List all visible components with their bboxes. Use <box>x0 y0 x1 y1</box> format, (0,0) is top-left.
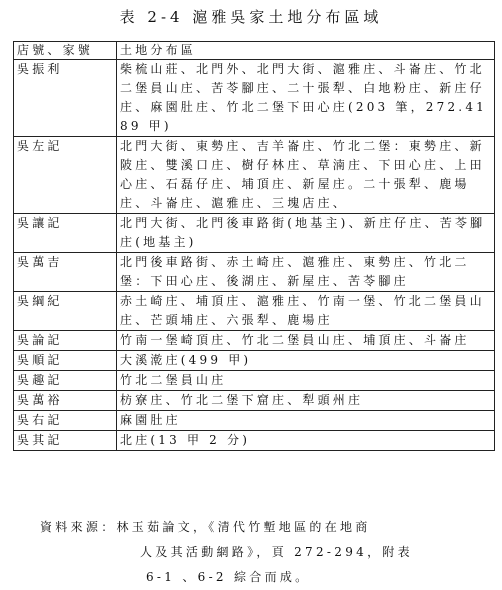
source-line: 6-1 、6-2 綜合而成。 <box>146 570 311 584</box>
land-area-cell: 北門大街、北門後車路街(地基主)、新庄仔庄、苦苓腳庄(地基主) <box>117 214 495 253</box>
table-row <box>14 411 495 431</box>
land-area-cell: 北庄(13 甲 2 分) <box>117 431 495 451</box>
table-row <box>14 137 495 214</box>
store-name-cell: 吳振利 <box>14 60 117 137</box>
store-name-cell: 吳論記 <box>14 331 117 351</box>
table-row <box>14 371 495 391</box>
store-name-cell: 吳趣記 <box>14 371 117 391</box>
land-area-cell: 麻園肚庄 <box>117 411 495 431</box>
source-line: 人及其活動網路》，頁 272-294，附表 <box>140 545 413 559</box>
land-area-cell: 北門大街、東勢庄、吉羊崙庄、竹北二堡：東勢庄、新陂庄、雙溪口庄、樹仔林庄、草湳庄、下田心庄、上田心庄、石磊仔庄、埔頂庄、新屋庄。二十張犁、鹿場庄、斗崙庄、滬雅庄、三塊店庄、 <box>117 137 495 214</box>
store-name-cell: 吳順記 <box>14 351 117 371</box>
header-store-name: 店號、家號 <box>14 42 117 60</box>
store-name-cell: 吳右記 <box>14 411 117 431</box>
store-name-cell: 吳萬裕 <box>14 391 117 411</box>
store-name-cell: 吳綱紀 <box>14 292 117 331</box>
land-area-cell: 大溪漧庄(499 甲) <box>117 351 495 371</box>
store-name-cell: 吳左記 <box>14 137 117 214</box>
land-area-cell: 枋寮庄、竹北二堡下窟庄、犁頭州庄 <box>117 391 495 411</box>
table-row <box>14 331 495 351</box>
land-distribution-table <box>13 41 495 451</box>
store-name-cell: 吳讓記 <box>14 214 117 253</box>
table-title: 表 2-4 滬雅吳家土地分布區域 <box>119 8 383 26</box>
table-row <box>14 292 495 331</box>
store-name-cell: 吳其記 <box>14 431 117 451</box>
table-row <box>14 214 495 253</box>
table-row <box>14 351 495 371</box>
land-area-cell: 北門後車路街、赤土崎庄、滬雅庄、東勢庄、竹北二堡：下田心庄、後湖庄、新屋庄、苦苓腳庄 <box>117 253 495 292</box>
table-header-row <box>14 42 495 60</box>
source-line: 資料來源：林玉茹論文，《清代竹塹地區的在地商 <box>40 520 371 534</box>
land-area-cell: 竹北二堡員山庄 <box>117 371 495 391</box>
header-land-area: 土地分布區 <box>117 42 495 60</box>
table-row <box>14 391 495 411</box>
land-area-cell: 赤土崎庄、埔頂庄、滬雅庄、竹南一堡、竹北二堡員山庄、芒頭埔庄、六張犁、鹿場庄 <box>117 292 495 331</box>
land-area-cell: 柴梳山莊、北門外、北門大街、滬雅庄、斗崙庄、竹北二堡員山庄、苦苓腳庄、二十張犁、白地粉庄、新庄仔庄、麻園肚庄、竹北二堡下田心庄(203 筆，272.4189 甲) <box>117 60 495 137</box>
store-name-cell: 吳萬吉 <box>14 253 117 292</box>
land-area-cell: 竹南一堡崎頂庄、竹北二堡員山庄、埔頂庄、斗崙庄 <box>117 331 495 351</box>
table-row <box>14 60 495 137</box>
table-row <box>14 431 495 451</box>
source-note <box>40 515 480 590</box>
table-row <box>14 253 495 292</box>
